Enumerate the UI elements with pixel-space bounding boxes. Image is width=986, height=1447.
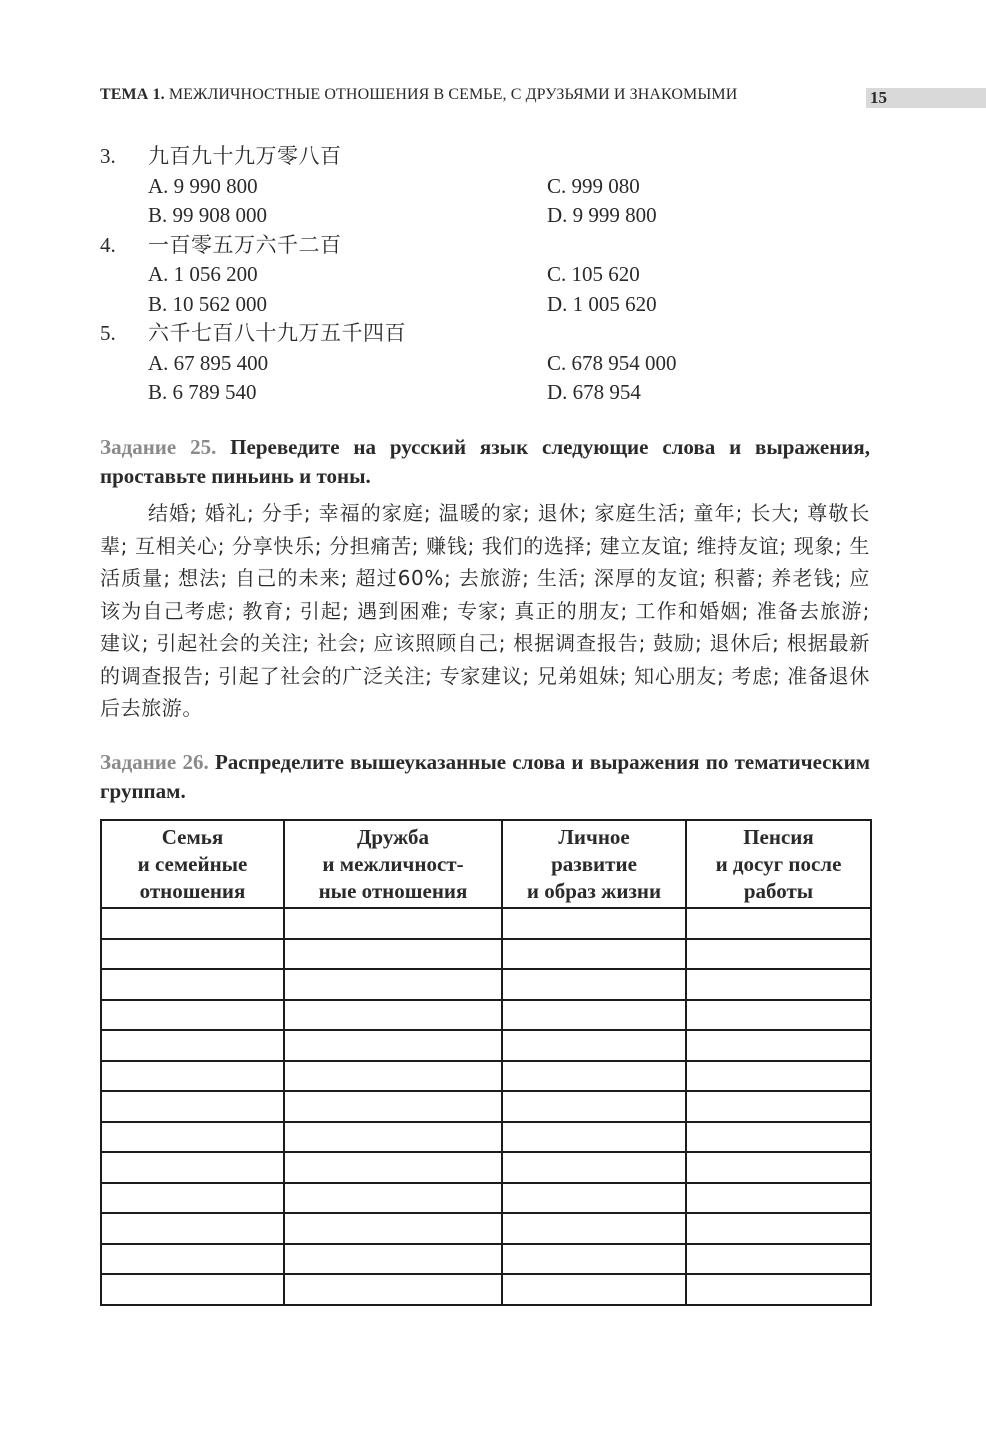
table-cell[interactable] bbox=[101, 1091, 284, 1122]
options-row bbox=[100, 378, 870, 408]
table-cell[interactable] bbox=[284, 1091, 502, 1122]
task-26-heading bbox=[100, 748, 870, 806]
table-cell[interactable] bbox=[284, 908, 502, 939]
number-quiz bbox=[100, 142, 870, 408]
table-cell[interactable] bbox=[686, 1244, 871, 1275]
option-a: A. 67 895 400 bbox=[148, 350, 269, 375]
task-25-label: Задание 25. bbox=[100, 435, 217, 459]
table-cell[interactable] bbox=[284, 1244, 502, 1275]
question-5 bbox=[100, 319, 870, 349]
table-cell[interactable] bbox=[284, 1183, 502, 1214]
column-header-friendship: Дружба и межличност- ные отношения bbox=[284, 820, 502, 908]
table-cell[interactable] bbox=[284, 1152, 502, 1183]
table-row bbox=[101, 1274, 871, 1305]
options-row bbox=[100, 349, 870, 379]
table-cell[interactable] bbox=[686, 1091, 871, 1122]
table-row bbox=[101, 1091, 871, 1122]
table-cell[interactable] bbox=[502, 1000, 686, 1031]
table-cell[interactable] bbox=[502, 1091, 686, 1122]
option-d: D. 9 999 800 bbox=[547, 203, 657, 227]
table-cell[interactable] bbox=[502, 1122, 686, 1153]
table-cell[interactable] bbox=[101, 1122, 284, 1153]
table-row bbox=[101, 1061, 871, 1092]
option-c: C. 999 080 bbox=[547, 173, 640, 198]
running-header bbox=[100, 86, 860, 104]
page-number: 15 bbox=[870, 88, 887, 107]
table-cell[interactable] bbox=[101, 939, 284, 970]
table-cell[interactable] bbox=[502, 1213, 686, 1244]
table-cell[interactable] bbox=[686, 1000, 871, 1031]
table-cell[interactable] bbox=[502, 1152, 686, 1183]
table-cell[interactable] bbox=[284, 1122, 502, 1153]
table-cell[interactable] bbox=[101, 1244, 284, 1275]
table-cell[interactable] bbox=[686, 1183, 871, 1214]
question-number: 5. bbox=[100, 321, 116, 345]
table-cell[interactable] bbox=[686, 1030, 871, 1061]
table-row bbox=[101, 1183, 871, 1214]
table-cell[interactable] bbox=[502, 1030, 686, 1061]
page-number-bar bbox=[866, 88, 986, 108]
table-row bbox=[101, 1152, 871, 1183]
task-26-label: Задание 26. bbox=[100, 750, 209, 774]
table-cell[interactable] bbox=[502, 908, 686, 939]
table-row bbox=[101, 1213, 871, 1244]
option-d: D. 678 954 bbox=[547, 380, 641, 404]
options-row bbox=[100, 260, 870, 290]
table-row bbox=[101, 969, 871, 1000]
table-cell[interactable] bbox=[502, 1274, 686, 1305]
table-cell[interactable] bbox=[284, 969, 502, 1000]
table-cell[interactable] bbox=[502, 1183, 686, 1214]
table-row bbox=[101, 908, 871, 939]
table-cell[interactable] bbox=[686, 1152, 871, 1183]
options-row bbox=[100, 290, 870, 320]
option-b: B. 99 908 000 bbox=[148, 203, 268, 227]
task-25-instruction: Переведите на русский язык следующие слова и выражения, проставьте пиньинь и тоны. bbox=[100, 435, 871, 488]
table-cell[interactable] bbox=[284, 1061, 502, 1092]
question-chinese: 一百零五万六千二百 bbox=[148, 232, 342, 257]
table-cell[interactable] bbox=[502, 1061, 686, 1092]
table-cell[interactable] bbox=[284, 939, 502, 970]
question-number: 3. bbox=[100, 144, 116, 168]
topic-label: ТЕМА 1. bbox=[100, 86, 165, 103]
table-row bbox=[101, 1030, 871, 1061]
column-header-retirement: Пенсия и досуг после работы bbox=[686, 820, 871, 908]
column-header-family: Семья и семейные отношения bbox=[101, 820, 284, 908]
option-a: A. 1 056 200 bbox=[148, 262, 258, 286]
options-row bbox=[100, 172, 870, 202]
topic-title: МЕЖЛИЧНОСТНЫЕ ОТНОШЕНИЯ В СЕМЬЕ, С ДРУЗЬЯМИ И ЗНАКОМЫМИ bbox=[168, 86, 738, 103]
question-chinese: 九百九十九万零八百 bbox=[148, 144, 342, 168]
table-cell[interactable] bbox=[686, 1213, 871, 1244]
table-cell[interactable] bbox=[101, 1152, 284, 1183]
table-cell[interactable] bbox=[284, 1274, 502, 1305]
task-25-heading bbox=[100, 433, 870, 491]
table-header-row bbox=[101, 820, 871, 908]
table-cell[interactable] bbox=[686, 969, 871, 1000]
table-cell[interactable] bbox=[101, 1061, 284, 1092]
table-row bbox=[101, 1122, 871, 1153]
question-chinese: 六千七百八十九万五千四百 bbox=[148, 321, 406, 345]
table-cell[interactable] bbox=[686, 939, 871, 970]
table-cell[interactable] bbox=[284, 1213, 502, 1244]
table-cell[interactable] bbox=[502, 939, 686, 970]
table-cell[interactable] bbox=[101, 1274, 284, 1305]
question-3 bbox=[100, 142, 870, 172]
table-cell[interactable] bbox=[284, 1030, 502, 1061]
table-cell[interactable] bbox=[101, 1183, 284, 1214]
thematic-groups-table bbox=[100, 819, 872, 1306]
options-row bbox=[100, 201, 870, 231]
table-row bbox=[101, 1244, 871, 1275]
option-b: B. 10 562 000 bbox=[148, 291, 268, 316]
table-cell[interactable] bbox=[686, 1274, 871, 1305]
table-cell[interactable] bbox=[686, 908, 871, 939]
option-a: A. 9 990 800 bbox=[148, 173, 258, 198]
table-cell[interactable] bbox=[502, 969, 686, 1000]
table-cell[interactable] bbox=[101, 969, 284, 1000]
table-body bbox=[101, 908, 871, 1305]
table-row bbox=[101, 1000, 871, 1031]
table-cell[interactable] bbox=[101, 1000, 284, 1031]
table-row bbox=[101, 939, 871, 970]
table-cell[interactable] bbox=[101, 908, 284, 939]
table-cell[interactable] bbox=[101, 1213, 284, 1244]
table-cell[interactable] bbox=[686, 1122, 871, 1153]
column-header-personal-development: Личное развитие и образ жизни bbox=[502, 820, 686, 908]
option-d: D. 1 005 620 bbox=[547, 291, 657, 316]
option-c: C. 105 620 bbox=[547, 262, 640, 286]
table-cell[interactable] bbox=[502, 1244, 686, 1275]
option-c: C. 678 954 000 bbox=[547, 350, 677, 375]
table-cell[interactable] bbox=[686, 1061, 871, 1092]
option-b: B. 6 789 540 bbox=[148, 380, 257, 404]
question-number: 4. bbox=[100, 232, 116, 257]
question-4 bbox=[100, 231, 870, 261]
task-26-instruction: Распределите вышеуказанные слова и выражения по тематическим группам. bbox=[100, 750, 870, 803]
table-cell[interactable] bbox=[101, 1030, 284, 1061]
task-25-word-list: 结婚; 婚礼; 分手; 幸福的家庭; 温暖的家; 退休; 家庭生活; 童年; 长大; 尊敬长辈; 互相关心; 分享快乐; 分担痛苦; 赚钱; 我们的选择; 建立友谊; 维持友谊; 现象; 生活质量; 想法; 自己的未来; 超过60%; 去旅游; 生活; 深厚的友谊; 积蓄; 养老钱; 应该为自己考虑; 教育; 引起; 遇到困难; 专家; 真正的朋友; 工作和婚姻; 准备去旅游; 建议; 引起社会的关注; 社会; 应该照顾自己; 根据调查报告; 鼓励; 退休后; 根据最新的调查报告; 引起了社会的广泛关注; 专家建议; 兄弟姐妹; 知心朋友; 考虑; 准备退休后去旅游。 bbox=[100, 501, 870, 720]
table-cell[interactable] bbox=[284, 1000, 502, 1031]
